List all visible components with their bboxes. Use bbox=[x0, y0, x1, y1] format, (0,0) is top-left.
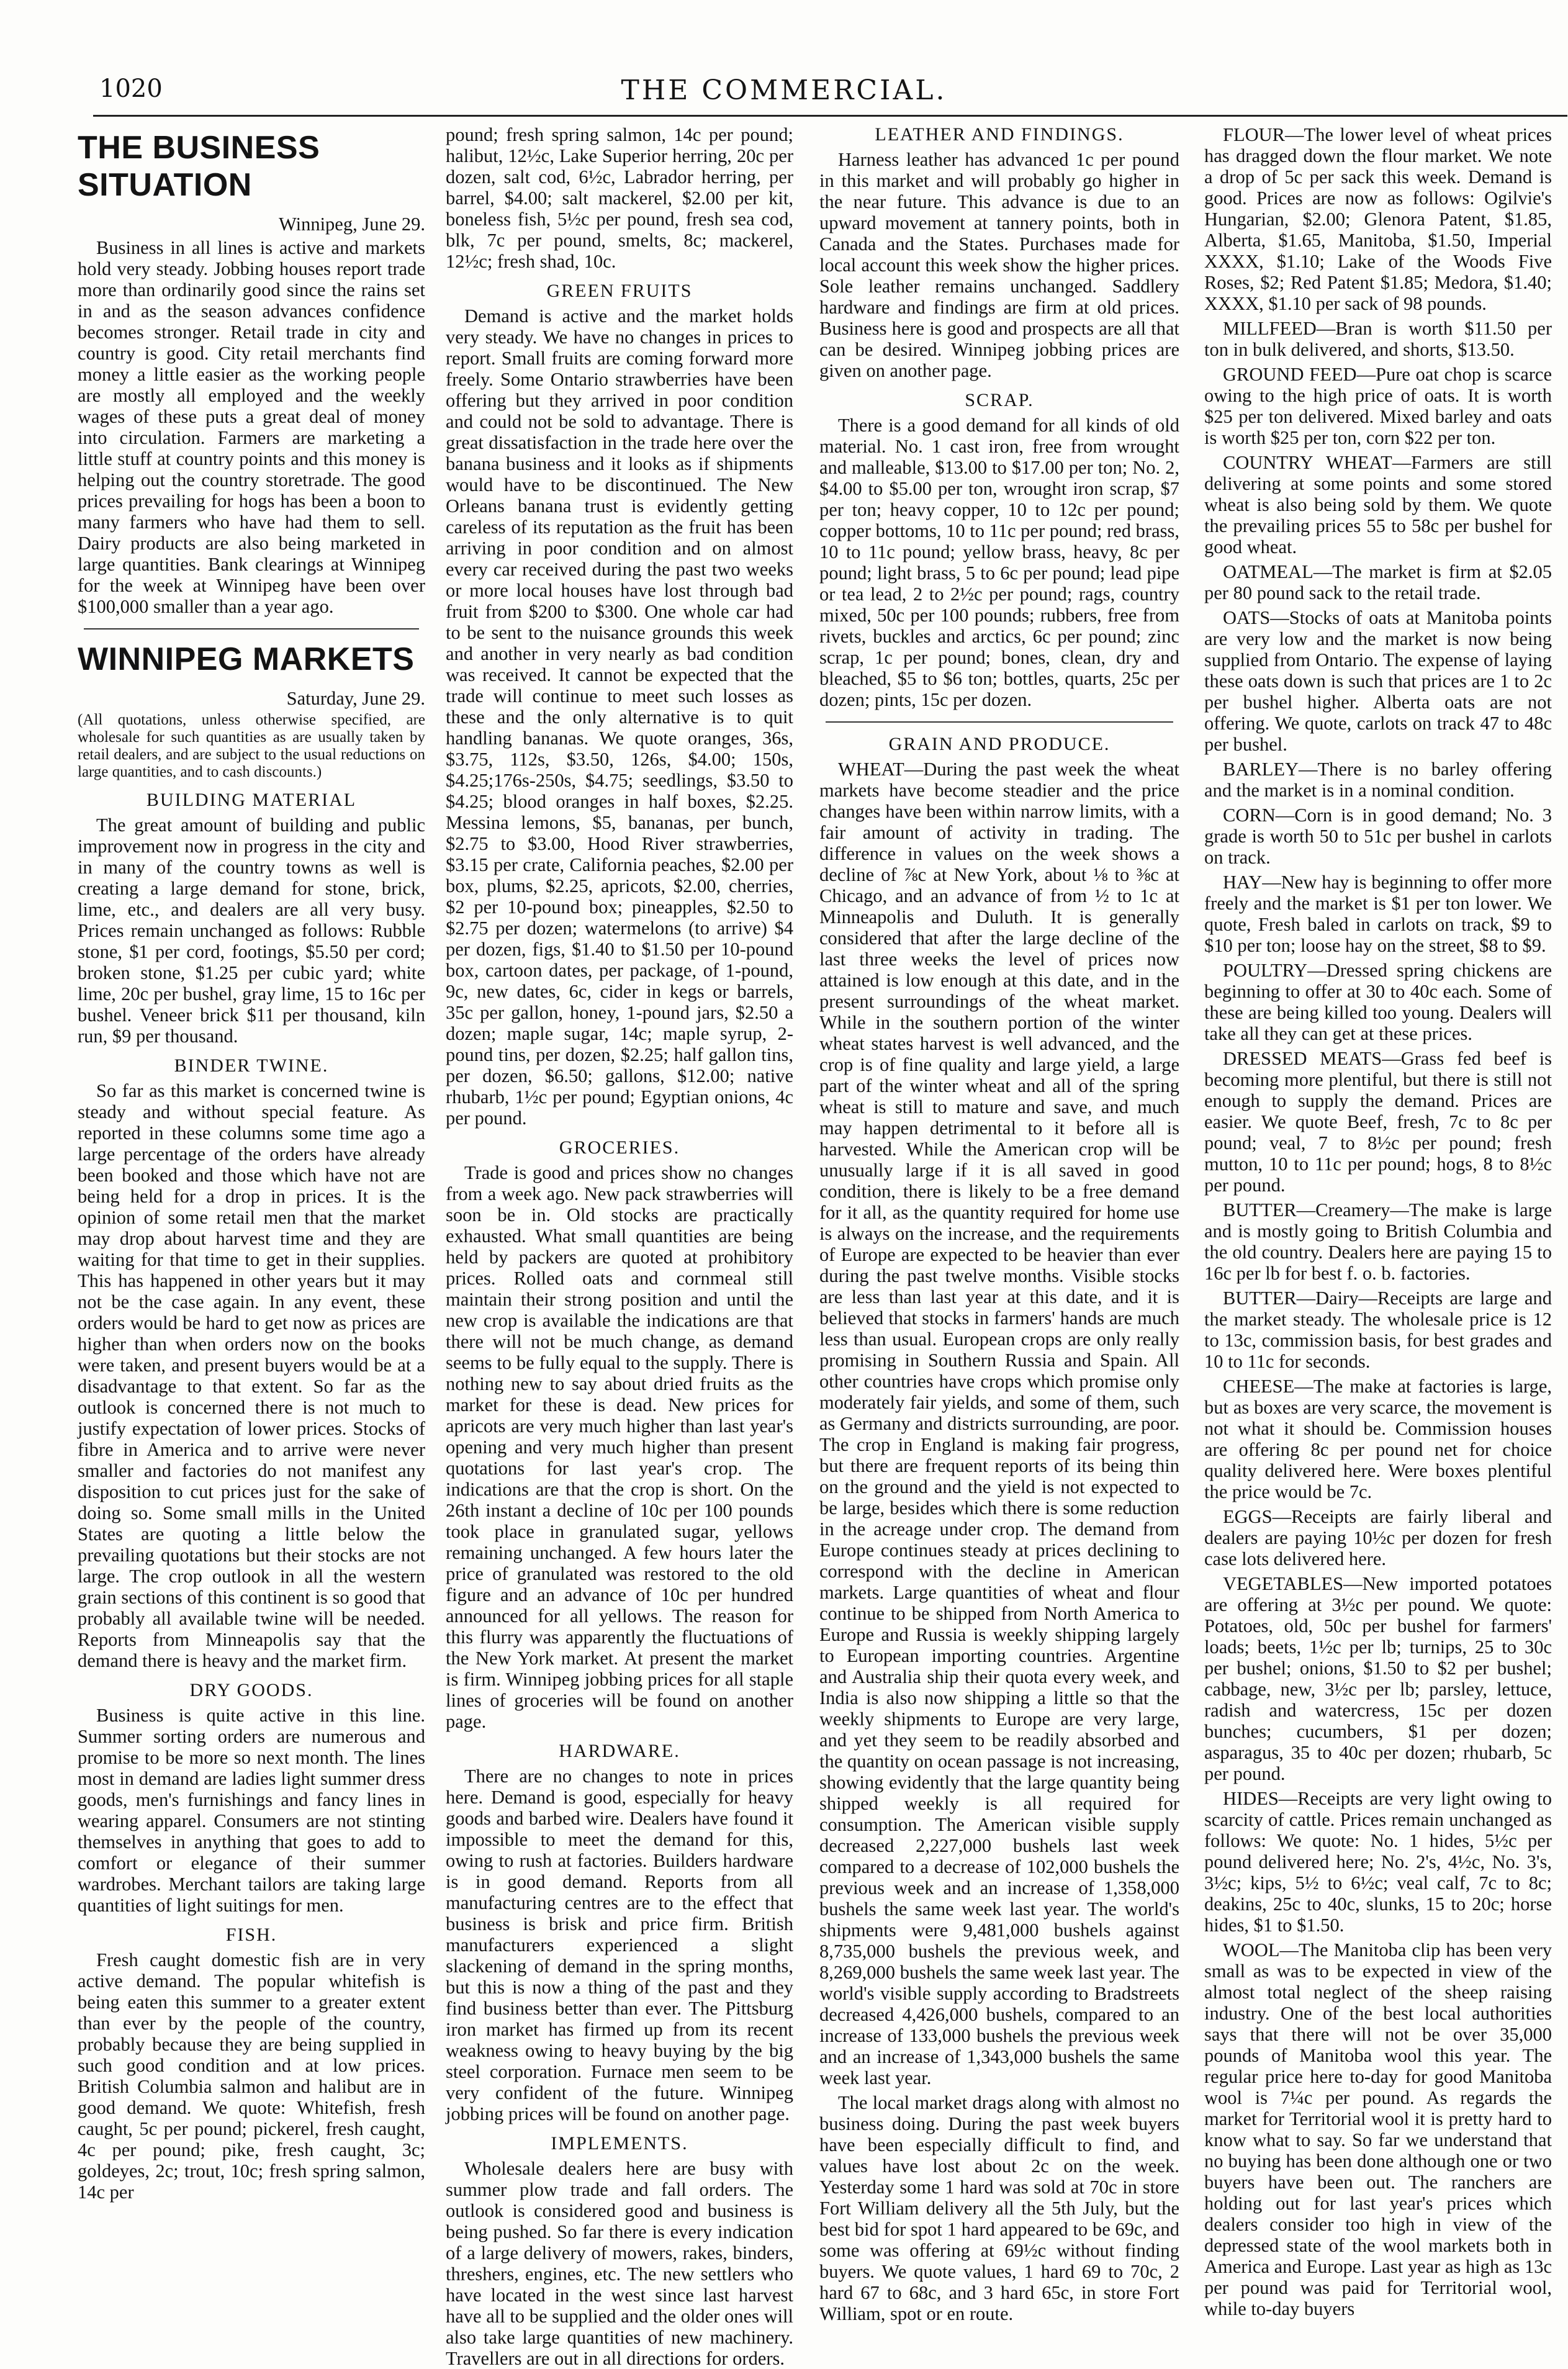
section-divider bbox=[84, 628, 419, 629]
column-3 bbox=[819, 124, 1179, 2324]
fish-text: Fresh caught domestic fish are in very active demand. The popular whitefish is being eaten this summer to a greater extent than ever by the people of the country, probably because they are being supplied in such good condition and at low prices. British Columbia salmon and halibut are in good demand. We quote: Whitefish, fresh caught, 5c per pound; pickerel, fresh caught, 4c per pound; pike, fresh caught, 3c; goldeyes, 2c; trout, 10c; fresh spring salmon, 14c per bbox=[78, 1949, 425, 2203]
dry-goods-heading: DRY GOODS. bbox=[189, 1680, 313, 1700]
building-material-heading: BUILDING MATERIAL bbox=[146, 790, 357, 810]
ground-feed-paragraph: GROUND FEED—Pure oat chop is scarce owing to the high price of oats. It is worth $25 per ton delivered. Mixed barley and oats is worth $25 per ton, corn $22 per ton. bbox=[1204, 364, 1552, 448]
column-1 bbox=[78, 124, 425, 2203]
binder-twine-text: So far as this market is concerned twine is steady and without special feature. As reported in these columns some time ago a large percentage of the orders have already been booked and those which have not are being held for a drop in prices. It is the opinion of some retail men that the market may drop about harvest time and they are waiting for that time to get in their supplies. This has happened in other years but it may not be the case again. In any event, these orders would be hard to get now as prices are higher than when orders now on the books were taken, and present buyers would be at a disadvantage to that extent. So far as the outlook is concerned there is not much to justify expectation of lower prices. Stocks of fibre in America and to arrive were never smaller and factories do not manifest any disposition to cut prices just for the sake of doing so. Some small mills in the United States are quoting a little below the prevailing quotations but their stocks are not large. The crop outlook in all the western grain sections of this continent is so good that probably all available twine will be needed. Reports from Minneapolis say that the demand there is heavy and the market firm. bbox=[78, 1080, 425, 1671]
binder-twine-heading: BINDER TWINE. bbox=[174, 1055, 329, 1076]
scrap-text: There is a good demand for all kinds of old material. No. 1 cast iron, free from wrought and malleable, $13.00 to $17.00 per ton; No. 2, $4.00 to $5.00 per ton, wrought iron scrap, $7 per ton; heavy copper, 10 to 12c per pound; copper bottoms, 10 to 11c per pound; red brass, 10 to 11c pound; yellow brass, heavy, 8c per pound; light brass, 5 to 6c per pound; lead pipe or tea lead, 2 to 2½c per pound; rags, country mixed, 50c per 100 pounds; rubbers, free from rivets, buckles and arctics, 6c per pound; zinc scrap, 1c per pound; bones, clean, dry and bleached, $5 to $6 ton; bottles, quarts, 25c per dozen; pints, 15c per dozen. bbox=[819, 415, 1179, 710]
oats-paragraph: OATS—Stocks of oats at Manitoba points are very low and the market is now being supplied from Ontario. The expense of laying these oats down is such that prices are 1 to 2c per bushel higher. Alberta oats are not offering. We quote, carlots on track 47 to 48c per bushel. bbox=[1204, 607, 1552, 755]
butter-creamery-paragraph: BUTTER—Creamery—The make is large and is mostly going to British Columbia and the old country. Dealers here are paying 15 to 16c per lb for best f. o. b. factories. bbox=[1204, 1199, 1552, 1284]
vegetables-paragraph: VEGETABLES—New imported potatoes are offering at 3½c per pound. We quote: Potatoes, old, 50c per bushel for farmers' loads; beets, 1½c per lb; turnips, 25 to 30c per bushel; onions, $1.50 to $2 per bushel; cabbage, new, 3½c per lb; parsley, lettuce, radish and watercress, 15c per dozen bunches; cucumbers, $1 per dozen; asparagus, 35 to 40c per dozen; rhubarb, 5c per pound. bbox=[1204, 1573, 1552, 1784]
poultry-paragraph: POULTRY—Dressed spring chickens are beginning to offer at 30 to 40c each. Some of these are being killed too young. Dealers will take all they can get at these prices. bbox=[1204, 960, 1552, 1044]
corn-paragraph: CORN—Corn is in good demand; No. 3 grade is worth 50 to 51c per bushel in carlots on track. bbox=[1204, 805, 1552, 868]
fish-heading: FISH. bbox=[225, 1925, 277, 1945]
leather-text: Harness leather has advanced 1c per pound in this market and will probably go higher in the near future. This advance is due to an upward movement at tannery points, both in Canada and the States. Purchases made for local account this week show the higher prices. Sole leather remains unchanged. Saddlery hardware and findings are firm at old prices. Business here is good and prospects are all that can be desired. Winnipeg jobbing prices are given on another page. bbox=[819, 149, 1179, 381]
fish-text-continued: pound; fresh spring salmon, 14c per pound; halibut, 12½c, Lake Superior herring, 20c per dozen, salt cod, 6½c, Labrador herring, per barrel, $4.00; salt mackerel, $2.00 per kit, boneless fish, 5½c per pound, fresh sea cod, blk, 7c per pound, smelts, 8c; mackerel, 12½c; fresh shad, 10c. bbox=[446, 124, 793, 272]
hay-paragraph: HAY—New hay is beginning to offer more freely and the market is $1 per ton lower. We quote, Fresh baled in carlots on track, $9 to $10 per ton; loose hay on the street, $8 to $9. bbox=[1204, 872, 1552, 956]
local-market-text: The local market drags along with almost no business doing. During the past week buyers have been especially difficult to find, and values have lost about 2c on the week. Yesterday some 1 hard was sold at 70c in store Fort William delivery all the 5th July, but the best bid for spot 1 hard appeared to be 69c, and some was offering at 69½c without finding buyers. We quote values, 1 hard 69 to 70c, 2 hard 67 to 68c, and 3 hard 65c, in store Fort William, spot or en route. bbox=[819, 2092, 1179, 2324]
dressed-meats-paragraph: DRESSED MEATS—Grass fed beef is becoming more plentiful, but there is still not enough to supply the demand. Prices are easier. We quote Beef, fresh, 7c to 8c per pound; veal, 7 to 8½c per pound; fresh mutton, 10 to 11c per pound; hogs, 8 to 8½c per pound. bbox=[1204, 1048, 1552, 1196]
groceries-text: Trade is good and prices show no changes from a week ago. New pack strawberries will soon be in. Old stocks are practically exhausted. What small quantities are being held by packers are quoted at prohibitory prices. Rolled oats and cornmeal still maintain their strong position and until the new crop is available the indications are that there will not be much change, as demand seems to be fully equal to the supply. There is nothing new to say about dried fruits as the market for these is dead. New prices for apricots are very much higher than last year's opening and very much higher than present quotations for last year's crop. The indications are that the crop is short. On the 26th instant a decline of 10c per 100 pounds took place in granulated sugar, yellows remaining unchanged. A few hours later the price of granulated was restored to the old figure and an advance of 10c per hundred announced for all yellows. The reason for this flurry was apparently the fluctuations of the New York market. At present the market is firm. Winnipeg jobbing prices for all staple lines of groceries will be found on another page. bbox=[446, 1162, 793, 1732]
leather-heading: LEATHER AND FINDINGS. bbox=[875, 124, 1124, 145]
business-situation-text: Business in all lines is active and markets hold very steady. Jobbing houses report trade more than ordinarily good since the rains set in and as the season advances confidence becomes stronger. Retail trade in city and country is good. City retail merchants find money a little easier as the working people are mostly all employed and the weekly wages of these puts a great deal of money into circulation. Farmers are marketing a little stuff at country points and this money is helping out the country storetrade. The good prices prevailing for hogs has been a boon to many farmers who have had them to sell. Dairy products are also being marketed in large quantities. Bank clearings at Winnipeg for the week at Winnipeg have been over $100,000 smaller than a year ago. bbox=[78, 237, 425, 617]
winnipeg-markets-title: WINNIPEG MARKETS bbox=[78, 641, 415, 677]
country-wheat-paragraph: COUNTRY WHEAT—Farmers are still delivering at some points and some stored wheat is also being sold by them. We quote the prevailing prices 55 to 58c per bushel for good wheat. bbox=[1204, 452, 1552, 557]
wheat-text: WHEAT—During the past week the wheat markets have become steadier and the price changes have been within narrow limits, with a fair amount of activity in trading. The difference in values on the week shows a decline of ⅞c at New York, about ⅛ to ⅜c at Chicago, and an advance of from ½ to 1c at Minneapolis and Duluth. It is generally considered that after the large decline of the last three weeks the level of prices now attained is low enough at this date, and in the present surroundings of the wheat market. While in the southern portion of the winter wheat states harvest is well advanced, and the crop is of fine quality and large yield, a large part of the winter wheat and all of the spring wheat is still to mature and save, and much may happen detrimental to it before all is harvested. While the American crop will be unusually large if it is all saved in good condition, there is likely to be a free demand for it all, as the quantity required for home use is always on the increase, and the requirements of Europe are expected to be heavier than ever during the past twelve months. Visible stocks are less than last year at this date, and it is believed that stocks in farmers' hands are much less than usual. European crops are only really promising in Southern Russia and Spain. All other countries have crops which promise only moderately fair yields, and some of them, such as Germany and districts surrounding, are poor. The crop in England is making fair progress, but there are frequent reports of its being thin on the ground and the yield is not expected to be large, besides which there is some reduction in the acreage under crop. The demand from Europe continues steady at prices declining to correspond with the decline in American markets. Large quantities of wheat and flour continue to be shipped from North America to Europe and Russia is weekly shipping largely to European importing countries. Argentine and Australia ship their quota every week, and India is also now shipping a little so that the weekly shipments to Europe are very large, and yet they seem to be readily absorbed and the quantity on ocean passage is not increasing, showing evidently that the large quantity being shipped weekly is all required for consumption. The American visible supply decreased 2,227,000 bushels last week compared to a decrease of 102,000 bushels the previous week and an increase of 1,358,000 bushels the same week last year. The world's shipments were 9,481,000 bushels against 8,735,000 bushels the previous week, and 8,269,000 bushels the same week last year. The world's visible supply according to Bradstreets decreased 4,426,000 bushels, compared to an increase of 133,000 bushels the previous week and an increase of 1,343,000 bushels the same week last year. bbox=[819, 759, 1179, 2088]
oatmeal-paragraph: OATMEAL—The market is firm at $2.05 per 80 pound sack to the retail trade. bbox=[1204, 561, 1552, 603]
building-material-text: The great amount of building and public improvement now in progress in the city and in many of the country towns as well is creating a large demand for stone, brick, lime, etc., and dealers are all very busy. Prices remain unchanged as follows: Rubble stone, $1 per cord, footings, $5.50 per cord; broken stone, $1.25 per cubic yard; white lime, 20c per bushel, gray lime, 15 to 16c per bushel. Veneer brick $11 per thousand, kiln run, $9 per thousand. bbox=[78, 814, 425, 1047]
column-4 bbox=[1204, 124, 1552, 2319]
implements-heading: IMPLEMENTS. bbox=[551, 2133, 688, 2154]
column-2 bbox=[446, 124, 793, 2369]
page-header bbox=[0, 74, 1568, 118]
hardware-heading: HARDWARE. bbox=[559, 1741, 680, 1761]
grain-produce-heading: GRAIN AND PRODUCE. bbox=[888, 734, 1111, 754]
dry-goods-text: Business is quite active in this line. Summer sorting orders are numerous and promise to be more so next month. The lines most in demand are ladies light summer dress goods, men's furnishings and fancy lines in wearing apparel. Consumers are not stinting themselves in anything that goes to add to comfort or elegance of their summer wardrobes. Merchant tailors are taking large quantities of light suitings for men. bbox=[78, 1705, 425, 1916]
eggs-paragraph: EGGS—Receipts are fairly liberal and dealers are paying 10½c per dozen for fresh case lots delivered here. bbox=[1204, 1506, 1552, 1569]
journal-title: THE COMMERCIAL. bbox=[621, 74, 947, 106]
hides-paragraph: HIDES—Receipts are very light owing to scarcity of cattle. Prices remain unchanged as follows: We quote: No. 1 hides, 5½c per pound delivered here; No. 2's, 4½c, No. 3's, 3½c; kips, 5½ to 6½c; veal calf, 7c to 8c; deakins, 25c to 40c, slunks, 15 to 20c; horse hides, $1 to $1.50. bbox=[1204, 1788, 1552, 1936]
butter-dairy-paragraph: BUTTER—Dairy—Receipts are large and the market steady. The wholesale price is 12 to 13c, commission basis, for best grades and 10 to 11c for seconds. bbox=[1204, 1288, 1552, 1372]
groceries-heading: GROCERIES. bbox=[559, 1137, 680, 1158]
hardware-text: There are no changes to note in prices here. Demand is good, especially for heavy goods and barbed wire. Dealers have found it impossible to meet the demand for this, owing to rush at factories. Builders hardware is in good demand. Reports from all manufacturing centres are to the effect that business is brisk and price firm. British manufacturers experienced a slight slackening of demand in the spring months, but this is now a thing of the past and they find business better than ever. The Pittsburg iron market has firmed up from its recent weakness owing to heavy buying by the big steel corporation. Furnace men seem to be very confident of the future. Winnipeg jobbing prices will be found on another page. bbox=[446, 1766, 793, 2124]
winnipeg-markets-dateline: Saturday, June 29. bbox=[286, 688, 425, 709]
section-divider bbox=[826, 721, 1173, 723]
business-situation-title: THE BUSINESS SITUATION bbox=[78, 130, 320, 203]
header-rule bbox=[93, 115, 1567, 117]
flour-paragraph: FLOUR—The lower level of wheat prices has dragged down the flour market. We note a drop of 5c per sack this week. Demand is good. Prices are now as follows: Ogilvie's Hungarian, $2.00; Glenora Patent, $1.85, Alberta, $1.65, Manitoba, $1.50, Imperial XXXX, $1.10; Lake of the Woods Five Roses, $2; Red Patent $1.85; Medora, $1.40; XXXX, $1.10 per sack of 98 pounds. bbox=[1204, 124, 1552, 314]
green-fruits-text: Demand is active and the market holds very steady. We have no changes in prices to report. Small fruits are coming forward more freely. Some Ontario strawberries have been offering but they arrived in poor condition and could not be sold to advantage. There is great dissatisfaction in the trade here over the banana business and it looks as if shipments would have to be discontinued. The New Orleans banana trust is evidently getting careless of its reputation as the fruit has been arriving in poor condition and on almost every car received during the past two weeks or more local houses have lost through bad fruit from $200 to $300. One whole car had to be sent to the nuisance grounds this week and another in very nearly as bad condition was received. It cannot be expected that the trade will continue to meet such losses as these and the only alternative is to quit handling bananas. We quote oranges, 36s, $3.75, 112s, $3.50, 126s, $4.00; 150s, $4.25;176s-250s, $4.75; seedlings, $3.50 to $4.25; blood oranges in half boxes, $2.25. Messina lemons, $5, bananas, per bunch, $2.75 to $3.00, Hood River strawberries, $3.15 per crate, California peaches, $2.00 per box, plums, $2.25, apricots, $2.00, cherries, $2 per 10-pound box; pineapples, $2.50 to $2.75 per dozen; watermelons (to arrive) $4 per dozen, figs, $1.40 to $1.50 per 10-pound box, cartoon dates, per package, of 1-pound, 9c, new dates, 6c, cider in kegs or barrels, 35c per gallon, honey, 1-pound jars, $2.50 a dozen; maple sugar, 14c; maple syrup, 2-pound tins, per dozen, $2.25; half gallon tins, per dozen, $6.50; gallons, $12.00; native rhubarb, 1½c per pound; Egyptian onions, 4c per pound. bbox=[446, 305, 793, 1129]
wool-paragraph: WOOL—The Manitoba clip has been very small as was to be expected in view of the almost total neglect of the sheep raising industry. One of the best local authorities says that there will not be over 35,000 pounds of Manitoba wool this year. The regular price here to-day for good Manitoba wool is 7¼c per pound. As regards the market for Territorial wool it is pretty hard to know what to say. So far we understand that no buying has been done although one or two buyers have been out. The ranchers are holding out for last year's prices which dealers consider too high in view of the depressed state of the wool markets both in America and Europe. Last year as high as 13c per pound was paid for Territorial wool, while to-day buyers bbox=[1204, 1939, 1552, 2319]
business-situation-dateline: Winnipeg, June 29. bbox=[279, 214, 425, 235]
implements-text: Wholesale dealers here are busy with summer plow trade and fall orders. The outlook is considered good and business is being pushed. So far there is every indication of a large delivery of mowers, rakes, binders, threshers, engines, etc. The new settlers who have located in the west since last harvest have all to be supplied and the older ones will also take large quantities of new machinery. Travellers are out in all directions for orders. bbox=[446, 2158, 793, 2369]
quotations-note: (All quotations, unless otherwise specified, are wholesale for such quantities as are usually taken by retail dealers, and are subject to the usual reductions on large quantities, and to cash discounts.) bbox=[78, 711, 425, 780]
scrap-heading: SCRAP. bbox=[965, 390, 1034, 410]
green-fruits-heading: GREEN FRUITS bbox=[546, 281, 693, 301]
page-number: 1020 bbox=[99, 74, 163, 103]
millfeed-paragraph: MILLFEED—Bran is worth $11.50 per ton in bulk delivered, and shorts, $13.50. bbox=[1204, 318, 1552, 360]
cheese-paragraph: CHEESE—The make at factories is large, but as boxes are very scarce, the movement is not what it should be. Commission houses are offering 8c per pound net for choice quality delivered here. Were boxes plentiful the price would be 7c. bbox=[1204, 1376, 1552, 1502]
barley-paragraph: BARLEY—There is no barley offering and the market is in a nominal condition. bbox=[1204, 759, 1552, 801]
